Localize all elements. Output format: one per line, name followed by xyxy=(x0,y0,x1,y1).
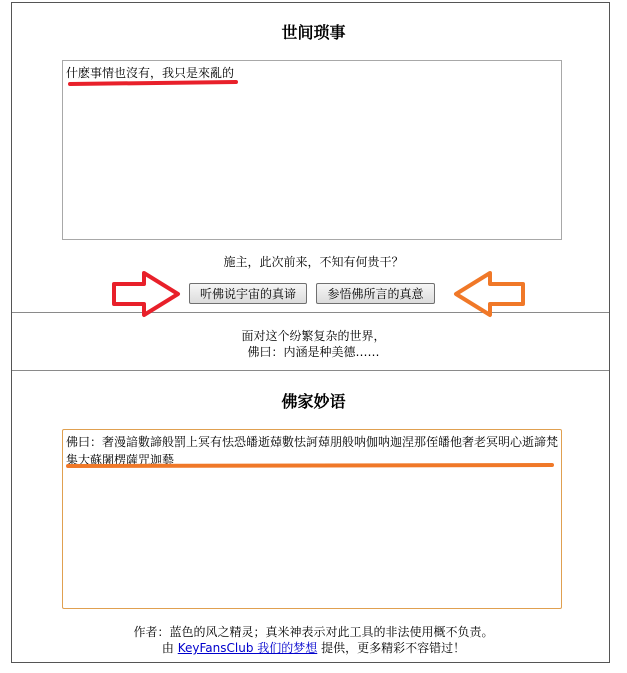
author-line: 作者：蓝色的风之精灵；真米神表示对此工具的非法使用概不负责。 xyxy=(133,625,494,639)
section-title-buddhist-words: 佛家妙语 xyxy=(281,392,346,411)
divider-bottom xyxy=(12,370,609,371)
section-title-mundane: 世间琐事 xyxy=(281,23,346,42)
ciphertext-output[interactable]: 佛曰：奢漫諳數諦般罰上冥有怯恐皤逝𦻐數怯訶𦻐朋般呐伽呐迦涅那侄皤他奢老冥明心逝諦梵集大蘇闍楞薩咒迦藝 xyxy=(62,429,562,609)
credit-line xyxy=(0,639,627,656)
plaintext-input[interactable]: 什麽事情也沒有，我只是來亂的 xyxy=(62,60,562,240)
keyfansclub-link[interactable]: KeyFansClub 我们的梦想 xyxy=(177,641,318,655)
credit-prefix: 由 xyxy=(161,641,174,655)
divider-top xyxy=(12,312,609,313)
credit-suffix: 提供，更多精彩不容错过！ xyxy=(321,641,466,655)
encode-button[interactable]: 听佛说宇宙的真谛 xyxy=(189,283,307,304)
prompt-text: 施主，此次前来，不知有何贵干？ xyxy=(223,255,404,269)
middle-text-line1: 面对这个纷繁复杂的世界， xyxy=(241,329,386,343)
middle-text-line2: 佛曰：内涵是种美德…… xyxy=(247,345,380,359)
decode-button[interactable]: 参悟佛所言的真意 xyxy=(316,283,435,304)
